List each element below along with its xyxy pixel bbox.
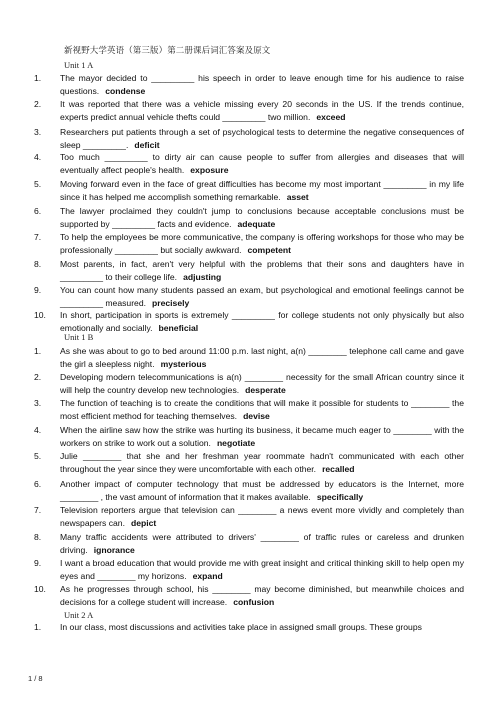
section-label: Unit 2 A: [64, 610, 94, 620]
exercise-item: [34, 309, 464, 335]
item-text-block: [60, 72, 464, 98]
item-text-block: [60, 424, 464, 450]
exercise-item: [34, 151, 464, 177]
answer-word: expand: [192, 571, 223, 582]
question-text: In short, participation in sports is extremely _________ for college students not only physically but also emotionally and socially.: [60, 310, 464, 334]
item-text-block: [60, 205, 464, 231]
item-text-block: [60, 397, 464, 423]
item-number: 8.: [34, 259, 42, 269]
item-text-block: [60, 309, 464, 335]
item-text-block: [60, 450, 464, 476]
exercise-item: [34, 531, 464, 557]
item-number: 5.: [34, 451, 42, 461]
answer-word: asset: [286, 192, 309, 203]
item-number: 7.: [34, 505, 42, 515]
item-text-block: [60, 151, 464, 177]
exercise-item: [34, 178, 464, 204]
item-number: 9.: [34, 558, 42, 568]
item-number: 1.: [34, 346, 42, 356]
exercise-item: [34, 504, 464, 530]
answer-word: adjusting: [183, 272, 222, 283]
item-number: 10.: [34, 310, 46, 320]
answer-word: beneficial: [158, 323, 199, 334]
item-text-block: [60, 284, 464, 310]
item-number: 7.: [34, 232, 42, 242]
answer-word: deficit: [134, 140, 160, 151]
question-text: The mayor decided to _________ his speech in order to leave enough time for his audience to raise questions.: [60, 73, 464, 97]
question-text: The lawyer proclaimed they couldn't jump to conclusions because acceptable conclusions must be supported by _________ facts and evidence.: [60, 206, 464, 230]
question-text: Television reporters argue that television can ________ a news event more vividly and completely than newspapers can.: [60, 505, 464, 529]
answer-word: ignorance: [93, 545, 135, 556]
question-text: Developing modern telecommunications is a(n) ________ necessity for the small African country since it will help the country develop new technologies.: [60, 372, 464, 396]
question-text: The function of teaching is to create the conditions that will make it possible for students to ________ the most efficient method for teaching themselves.: [60, 398, 464, 422]
item-number: 3.: [34, 398, 42, 408]
answer-word: precisely: [152, 298, 190, 309]
question-text: When the airline saw how the strike was hurting its business, it became much eager to ________ with the workers on strike to work out a solution.: [60, 425, 464, 449]
exercise-item: [34, 231, 464, 257]
item-number: 2.: [34, 372, 42, 382]
item-text-block: [60, 178, 464, 204]
exercise-item: [34, 450, 464, 476]
item-text-block: [60, 345, 464, 371]
question-text: Another impact of computer technology that must be addressed by educators is the Internet, more ________ , the vast amount of information that it makes available.: [60, 479, 464, 503]
item-number: 6.: [34, 479, 42, 489]
exercise-item: [34, 397, 464, 423]
question-text: Most parents, in fact, aren't very helpful with the problems that their sons and daughters have in _________ to their college life.: [60, 259, 464, 283]
exercise-item: [34, 557, 464, 583]
answer-word: negotiate: [216, 438, 256, 449]
question-text: It was reported that there was a vehicle missing every 20 seconds in the US. If the trends continue, experts predict annual vehicle thefts could _________ two million.: [60, 99, 464, 123]
exercise-item: [34, 345, 464, 371]
section-label: Unit 1 B: [64, 332, 94, 342]
question-text: To help the employees be more communicative, the company is offering workshops for those who may be professionally _________ but socially awkward.: [60, 232, 464, 256]
item-number: 8.: [34, 532, 42, 542]
answer-word: condense: [105, 86, 146, 97]
document-title: 新视野大学英语（第三版）第二册课后词汇答案及原文: [64, 46, 271, 56]
exercise-item: [34, 98, 464, 124]
item-text-block: [60, 258, 464, 284]
answer-word: exceed: [316, 112, 346, 123]
exercise-item: [34, 371, 464, 397]
item-number: 1.: [34, 622, 42, 632]
question-text: As she was about to go to bed around 11:00 p.m. last night, a(n) ________ telephone call came and gave the girl a sleepless night.: [60, 346, 464, 370]
exercise-item: [34, 583, 464, 609]
question-text: As he progresses through school, his ________ may become diminished, but meanwhile choices and decisions for a college student will increase.: [60, 584, 464, 608]
answer-word: confusion: [233, 597, 275, 608]
exercise-item: [34, 478, 464, 504]
item-text-block: [60, 557, 464, 583]
item-text-block: [60, 98, 464, 124]
exercise-item: [34, 284, 464, 310]
item-number: 10.: [34, 584, 46, 594]
item-number: 4.: [34, 425, 42, 435]
question-text: Many traffic accidents were attributed to drivers' ________ of traffic rules or careless and drunken driving.: [60, 532, 464, 556]
item-number: 1.: [34, 73, 42, 83]
question-text: You can count how many students passed an exam, but psychological and emotional feelings cannot be _________ measured.: [60, 285, 464, 309]
answer-word: specifically: [316, 492, 364, 503]
item-text-block: [60, 504, 464, 530]
item-text-block: [60, 583, 464, 609]
item-text-block: [60, 531, 464, 557]
answer-word: desperate: [245, 385, 286, 396]
exercise-item: [34, 72, 464, 98]
exercise-item: [34, 126, 464, 152]
item-number: 9.: [34, 285, 42, 295]
item-text-block: [60, 371, 464, 397]
question-text: In our class, most discussions and activities take place in assigned small groups. These groups: [60, 622, 422, 632]
item-number: 3.: [34, 127, 42, 137]
answer-word: mysterious: [160, 359, 207, 370]
item-text-block: [60, 621, 464, 634]
exercise-item: [34, 205, 464, 231]
question-text: Julie ________ that she and her freshman year roommate hadn't communicated with each other throughout the year since they were uncomfortable with each other.: [60, 451, 464, 475]
question-text: Researchers put patients through a set of psychological tests to determine the negative consequences of sleep _________.: [60, 127, 464, 151]
exercise-item: [34, 621, 464, 634]
answer-word: adequate: [237, 219, 276, 230]
question-text: Moving forward even in the face of great difficulties has become my most important _________ in my life since it has helped me accomplish something remarkable.: [60, 179, 464, 203]
answer-word: competent: [247, 245, 291, 256]
exercise-item: [34, 258, 464, 284]
answer-word: depict: [130, 518, 157, 529]
item-number: 4.: [34, 152, 42, 162]
answer-word: exposure: [190, 165, 229, 176]
item-text-block: [60, 126, 464, 152]
section-label: Unit 1 A: [64, 60, 94, 70]
item-number: 5.: [34, 179, 42, 189]
page-number: 1 / 8: [28, 674, 43, 683]
question-text: Too much _________ to dirty air can cause people to suffer from allergies and diseases that will eventually affect people's health.: [60, 152, 464, 176]
answer-word: recalled: [322, 464, 355, 475]
item-text-block: [60, 478, 464, 504]
item-number: 2.: [34, 99, 42, 109]
item-text-block: [60, 231, 464, 257]
question-text: I want a broad education that would provide me with great insight and critical thinking skill to help open my eyes and ________ my horizons.: [60, 558, 464, 582]
exercise-item: [34, 424, 464, 450]
item-number: 6.: [34, 206, 42, 216]
answer-word: devise: [243, 411, 270, 422]
